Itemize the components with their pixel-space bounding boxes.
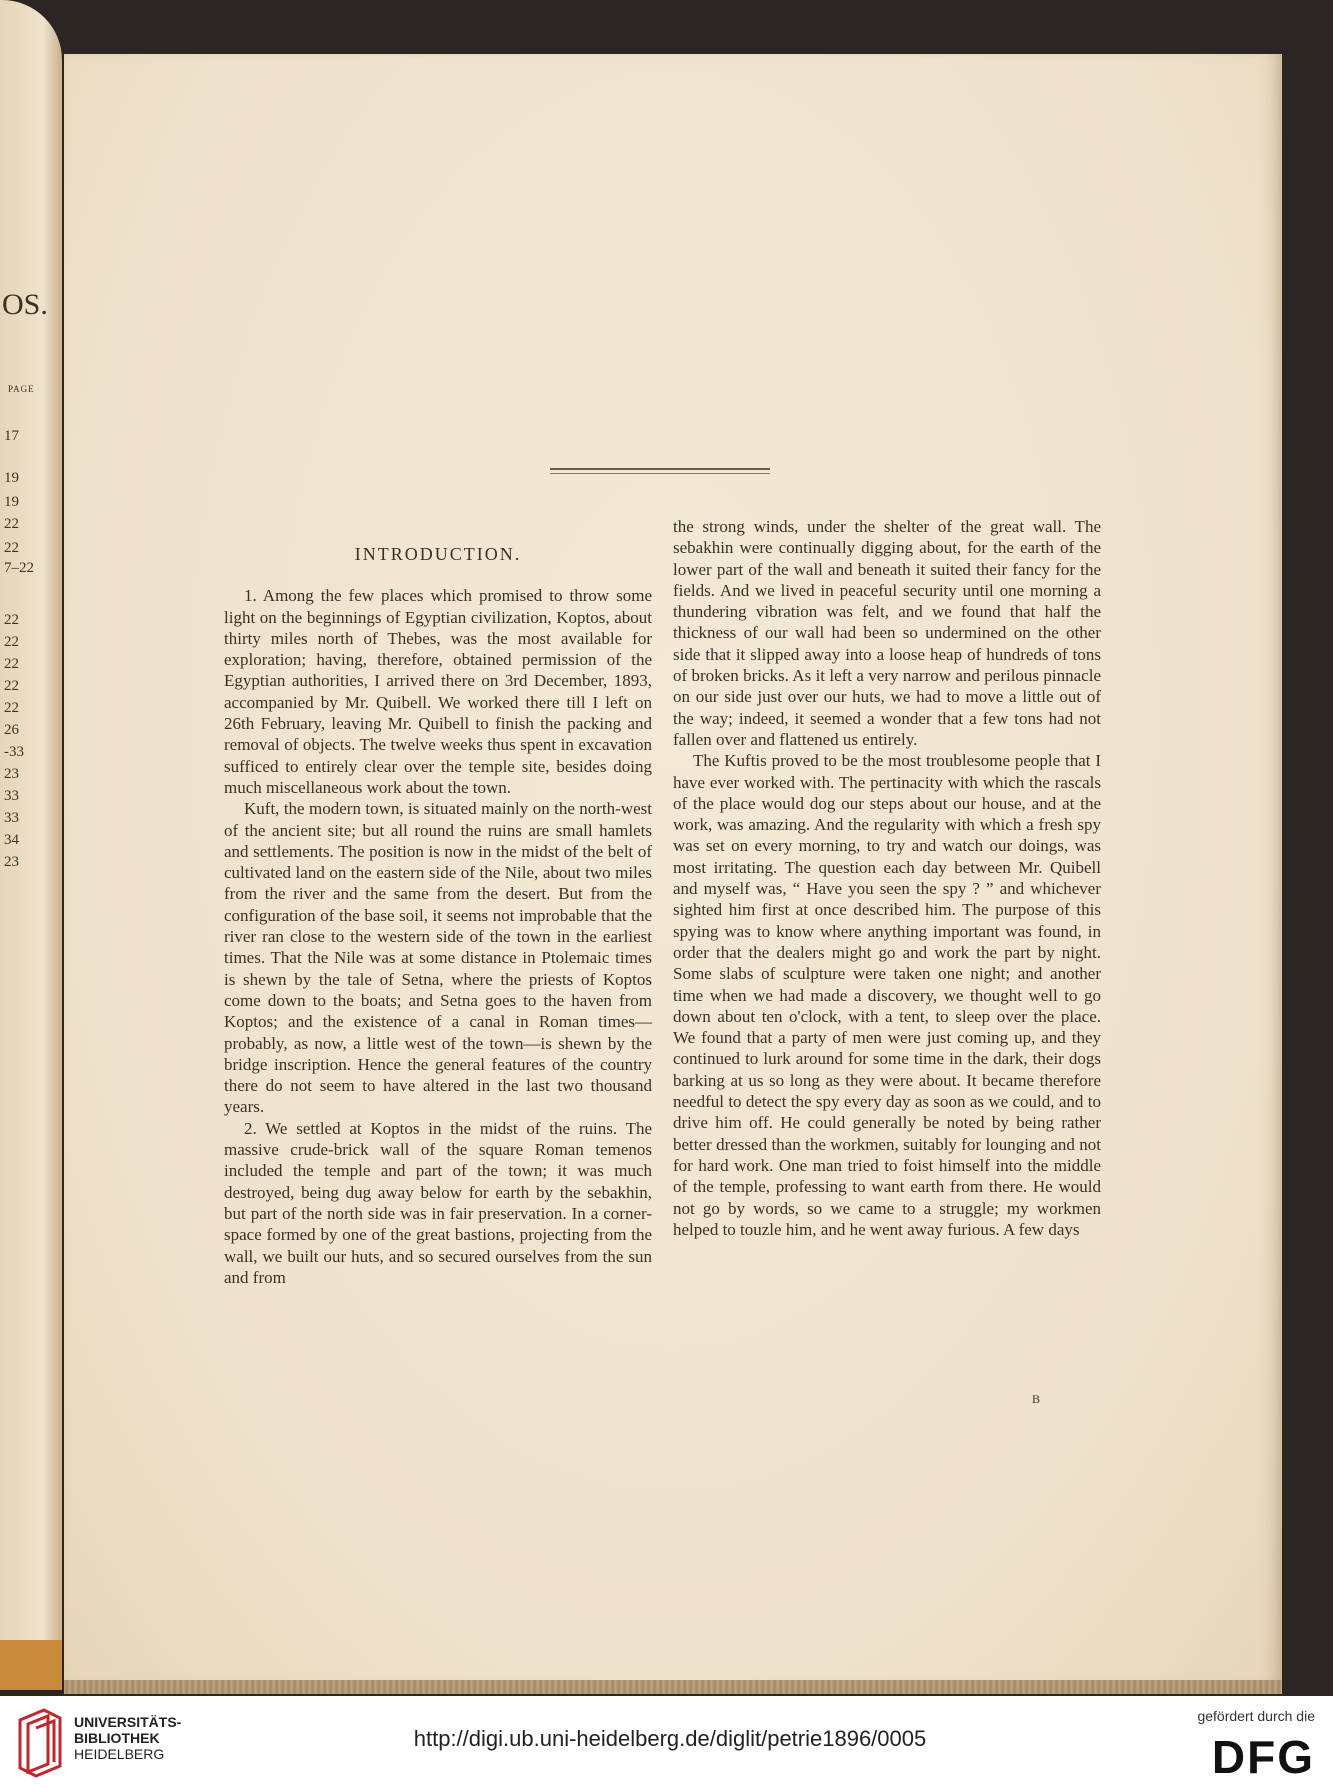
previous-page-page-label: PAGE — [8, 384, 35, 394]
previous-page-number: 22 — [4, 516, 19, 532]
previous-page-number: 22 — [4, 678, 19, 694]
university-library-logo-icon — [14, 1706, 66, 1778]
previous-page-number: 33 — [4, 810, 19, 826]
previous-page-number: 19 — [4, 494, 19, 510]
paragraph: 1. Among the few places which promised to throw some light on the beginnings of Egyptian civilization, Koptos, about thirty miles north of Thebes, was the most available for exploration; having, therefore, obtained permission of the Egyptian authorities, I arrived there on 3rd December, 1893, accompanied by Mr. Quibell. We worked there till I left on 26th February, leaving Mr. Quibell to finish the packing and removal of objects. The twelve weeks thus spent in excavation sufficed to entirely clear over the temple site, besides doing much miscellaneous work about the town. — [224, 586, 652, 797]
library-name-line: HEIDELBERG — [74, 1746, 165, 1762]
document-url-link[interactable]: http://digi.ub.uni-heidelberg.de/diglit/petrie1896/0005 — [413, 1726, 927, 1751]
previous-page-number: 22 — [4, 634, 19, 650]
library-name-line: BIBLIOTHEK — [74, 1730, 160, 1746]
footer-bar — [0, 1696, 1333, 1788]
funding-notice: gefördert durch die — [1197, 1708, 1315, 1724]
book-cover-edge — [0, 1640, 62, 1690]
paragraph: the strong winds, under the shelter of the great wall. The sebakhin were continually digging about, for the earth of the lower part of the wall and beneath it suited their fancy for the fields. And we lived in peaceful security until one morning a thundering vibration was felt, and we found that half the thickness of our wall had been so undermined on the other side that it slipped away into a loose heap of hundreds of tons of broken bricks. As it left a very narrow and perilous pinnacle on our side just over our huts, we had to move a little out of the way; indeed, it seemed a wonder that a few tons had not fallen over and flattened us entirely. — [673, 517, 1101, 749]
previous-page-number: 22 — [4, 540, 19, 556]
paragraph: 2. We settled at Koptos in the midst of the ruins. The massive crude-brick wall of the square Roman temenos included the temple and part of the town; it was much destroyed, being dug away below for earth by the sebakhin, but part of the north side was in fair preservation. In a corner-space formed by one of the great bastions, projecting from the wall, we built our huts, and so secured ourselves from the sun and from — [224, 1118, 652, 1287]
library-name-line: UNIVERSITÄTS- — [74, 1714, 182, 1730]
previous-page-number: 17 — [4, 428, 19, 444]
library-name — [74, 1714, 181, 1762]
previous-page-edge — [0, 0, 62, 1690]
right-text-column — [673, 516, 1101, 1240]
previous-page-number: 23 — [4, 854, 19, 870]
section-rule — [550, 468, 770, 474]
previous-page-number: -33 — [4, 744, 24, 760]
paragraph: The Kuftis proved to be the most troublesome people that I have ever worked with. The pertinacity with which the rascals of the place would dog our steps about our house, and at the work, was amazing. And the regularity with which a fresh spy was set on every morning, to try and watch our doings, was most irritating. The question each day between Mr. Quibell and myself was, “ Have you seen the spy ? ” and whichever sighted him first at once described him. The purpose of this spying was to know where anything important was found, in order that the dealers might go and work the part by night. Some slabs of sculpture were taken one night; and another time when we had made a discovery, we thought well to go down about ten o'clock, with a tent, to sleep over the place. We found that a party of men were just coming up, and they continued to lurk around for some time in the dark, their dogs barking at us so long as they were about. It became therefore needful to detect the spy every day as soon as we could, and to drive him off. He could generally be noted by being rather better dressed than the workmen, suitably for lounging and not for hard work. One man tried to foist himself into the middle of the temple, professing to want earth from there. He would not go by words, so we came to a struggle; my workmen helped to touzle him, and he went away furious. A few days — [673, 751, 1101, 1239]
paragraph: Kuft, the modern town, is situated mainly on the north-west of the ancient site; but all round the ruins are small hamlets and settlements. The position is now in the midst of the belt of cultivated land on the eastern side of the Nile, about two miles from the river and the same from the desert. But from the configuration of the base soil, it seems not improbable that the river ran close to the western side of the town in the earliest times. That the Nile was at some distance in Ptolemaic times is shewn by the tale of Setna, where the priests of Koptos come down to the boats; and Setna goes to the haven from Koptos; and the existence of a canal in Roman times—probably, as now, a little west of the town—is shewn by the bridge inscription. Hence the general features of the country there do not seem to have altered in the last two thousand years. — [224, 799, 652, 1117]
left-text-column — [224, 514, 652, 1288]
previous-page-number: 34 — [4, 832, 19, 848]
previous-page-number: 7–22 — [4, 560, 34, 576]
previous-page-number: 26 — [4, 722, 19, 738]
previous-page-number: 22 — [4, 612, 19, 628]
previous-page-number: 22 — [4, 700, 19, 716]
page-edge — [64, 1680, 1282, 1694]
dfg-logo: DFG — [1211, 1731, 1315, 1783]
previous-page-title-fragment: OS. — [2, 288, 48, 321]
previous-page-number: 22 — [4, 656, 19, 672]
previous-page-number: 19 — [4, 470, 19, 486]
previous-page-number: 33 — [4, 788, 19, 804]
signature-mark: B — [1032, 1392, 1041, 1406]
section-heading: INTRODUCTION. — [354, 544, 522, 564]
previous-page-number: 23 — [4, 766, 19, 782]
